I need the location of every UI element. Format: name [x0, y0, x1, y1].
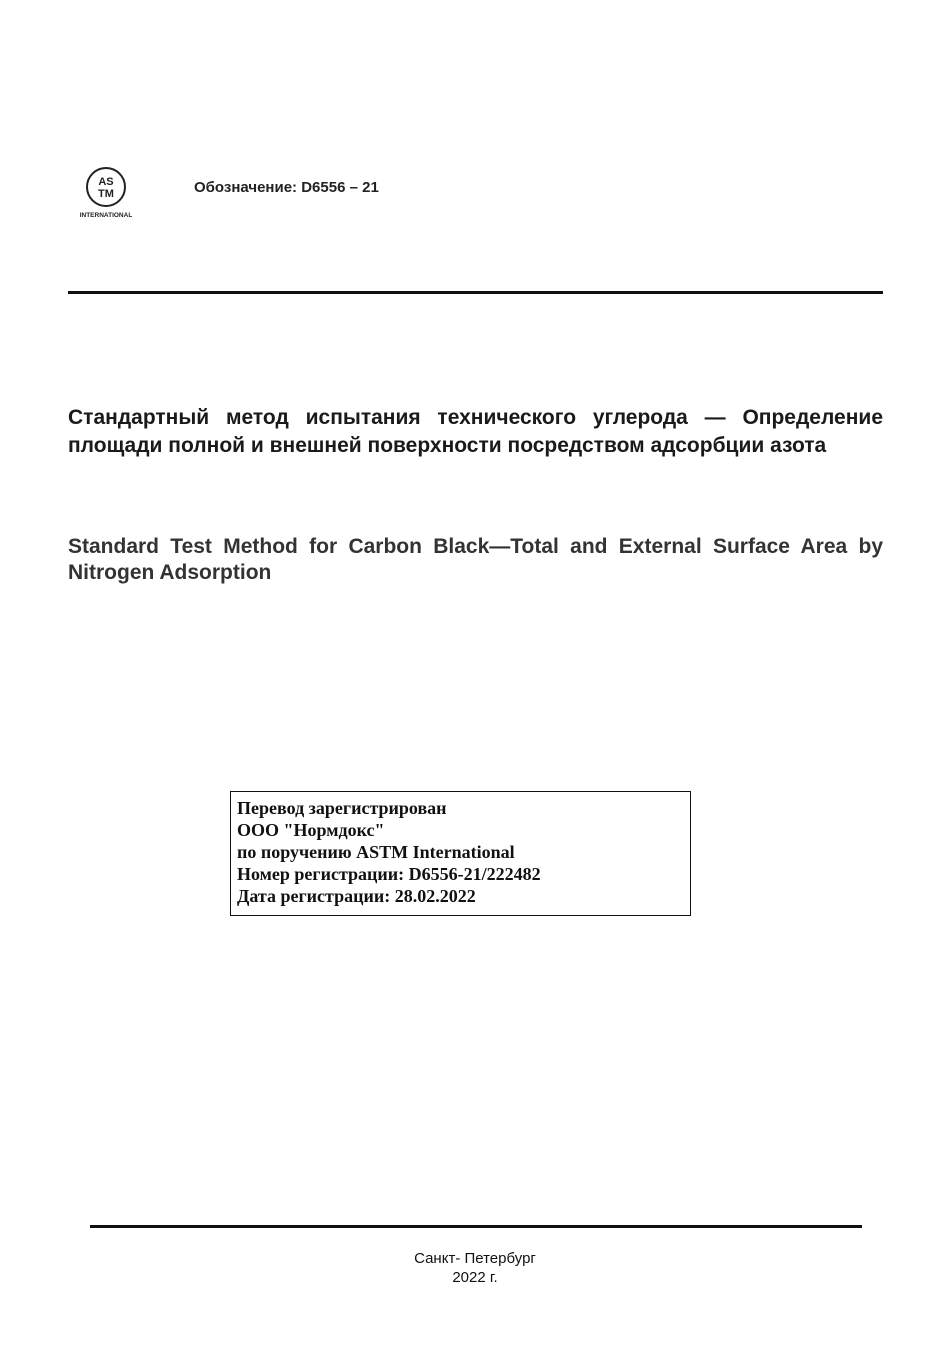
registration-line: Перевод зарегистрирован	[237, 798, 447, 818]
title-russian: Стандартный метод испытания технического углерода — Определение площади полной и внешней поверхности посредством адсорбции азота	[68, 406, 883, 457]
astm-logo-icon	[78, 165, 134, 221]
registration-line: по поручению ASTM International	[237, 842, 515, 862]
footer-year: 2022 г.	[452, 1269, 498, 1286]
top-divider	[68, 291, 883, 294]
svg-text:TM: TM	[98, 188, 114, 200]
svg-text:AS: AS	[98, 176, 114, 188]
bottom-divider	[90, 1225, 862, 1228]
registration-date: Дата регистрации: 28.02.2022	[237, 886, 476, 906]
registration-number: Номер регистрации: D6556-21/222482	[237, 864, 541, 884]
svg-text:INTERNATIONAL: INTERNATIONAL	[79, 212, 133, 219]
designation: Обозначение: D6556 – 21	[194, 179, 379, 196]
registration-box	[230, 791, 691, 916]
registration-line: ООО "Нормдокс"	[237, 820, 385, 840]
footer-city: Санкт- Петербург	[414, 1250, 536, 1267]
title-english: Standard Test Method for Carbon Black—Total and External Surface Area by Nitrogen Adsorption	[68, 535, 883, 584]
